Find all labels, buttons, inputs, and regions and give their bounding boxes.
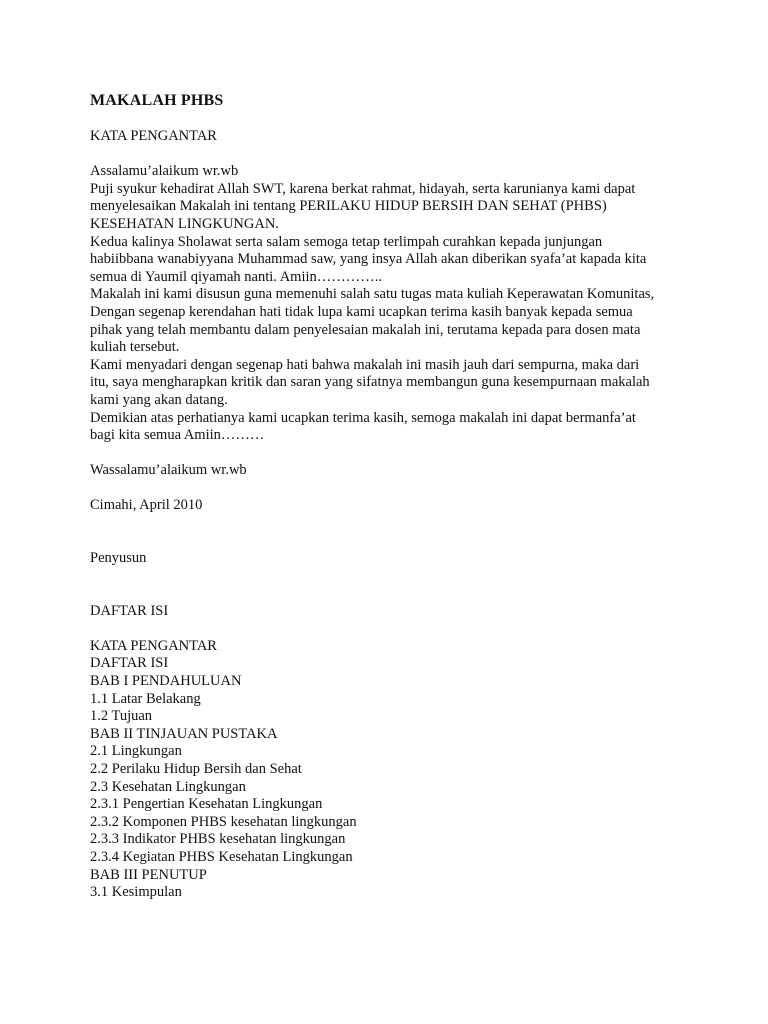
greeting: Assalamu’alaikum wr.wb [90,163,239,180]
kata-pengantar-body [90,181,710,445]
closing-greeting: Wassalamu’alaikum wr.wb [90,462,247,479]
spacer [90,146,710,164]
body-line: semua di Yaumil qiyamah nanti. Amiin………….. [90,268,383,285]
toc-item: 2.3.3 Indikator PHBS kesehatan lingkungan [90,831,346,848]
body-line: KESEHATAN LINGKUNGAN. [90,215,279,232]
body-line: habiibbana wanabiyyana Muhammad saw, yang insya Allah akan diberikan syafa’at kapada kita [90,251,647,268]
body-line: pihak yang telah membantu dalam penyelesaian makalah ini, terutama kepada para dosen mata [90,321,641,338]
body-line: Demikian atas perhatianya kami ucapkan terima kasih, semoga makalah ini dapat bermanfa’at [90,409,636,426]
toc-item: 2.3.4 Kegiatan PHBS Kesehatan Lingkungan [90,848,353,865]
spacer [90,568,710,603]
body-line: kami yang akan datang. [90,391,228,408]
daftar-isi-heading: DAFTAR ISI [90,602,169,619]
toc-item: KATA PENGANTAR [90,637,217,654]
toc-item: 2.3.2 Komponen PHBS kesehatan lingkungan [90,813,357,830]
place-date: Cimahi, April 2010 [90,497,203,514]
body-line: kuliah tersebut. [90,339,180,356]
body-line: Dengan segenap kerendahan hati tidak lupa kami ucapkan terima kasih banyak kepada semua [90,303,633,320]
signature-penyusun: Penyusun [90,550,147,567]
body-line: itu, saya mengharapkan kritik dan saran yang sifatnya membangun guna kesempurnaan makalah [90,374,650,391]
toc-item: 2.1 Lingkungan [90,743,182,760]
table-of-contents [90,638,710,902]
spacer [90,480,710,498]
toc-item: 2.3.1 Pengertian Kesehatan Lingkungan [90,796,323,813]
spacer [90,620,710,638]
body-line: Puji syukur kehadirat Allah SWT, karena berkat rahmat, hidayah, serta karunianya kami dapat [90,180,636,197]
toc-item: BAB II TINJAUAN PUSTAKA [90,725,278,742]
document-page [90,92,710,902]
spacer [90,445,710,463]
toc-item: DAFTAR ISI [90,655,169,672]
spacer [90,515,710,550]
toc-item: 2.2 Perilaku Hidup Bersih dan Sehat [90,761,302,777]
toc-item: 1.2 Tujuan [90,708,153,725]
toc-item: 1.1 Latar Belakang [90,690,201,707]
document-title: MAKALAH PHBS [90,92,224,109]
body-line: Kami menyadari dengan segenap hati bahwa makalah ini masih jauh dari sempurna, maka dari [90,356,640,373]
body-line: Makalah ini kami disusun guna memenuhi salah satu tugas mata kuliah Keperawatan Komunitas, [90,286,655,303]
toc-item: BAB I PENDAHULUAN [90,673,242,690]
toc-item: 2.3 Kesehatan Lingkungan [90,778,246,795]
toc-item: 3.1 Kesimpulan [90,884,182,901]
body-line: Kedua kalinya Sholawat serta salam semoga tetap terlimpah curahkan kepada junjungan [90,233,603,250]
kata-pengantar-heading: KATA PENGANTAR [90,128,217,144]
toc-item: BAB III PENUTUP [90,866,207,883]
spacer [90,110,710,128]
body-line: menyelesaikan Makalah ini tentang PERILAKU HIDUP BERSIH DAN SEHAT (PHBS) [90,198,607,215]
body-line: bagi kita semua Amiin……… [90,427,265,444]
